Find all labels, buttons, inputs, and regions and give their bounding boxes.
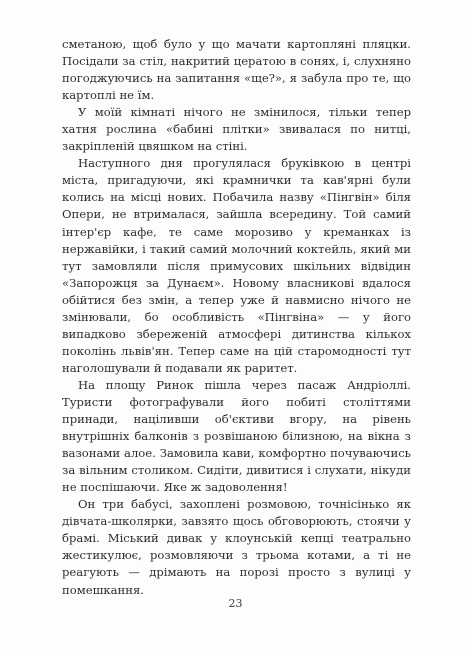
paragraph: Наступного дня прогулялася бруківкою в центрі міста, пригадуючи, які крамнички та кав'ярні були колись на місці нових. Побачила назву «Пінгвін» біля Опери, не втрималася, зайшла всередину. Той самий інтер'єр кафе, те саме морозиво у креманках із нержавійки, і такий самий молочний коктейль, який ми тут замовляли після примусових шкільних відвідин «Запорожця за Дунаєм». Новому власникові вдалося обійтися без змін, а тепер уже й навмисно нічого не змінювали, бо особливість «Пінгвіна» — у його випадково збереженій атмосфері дитинства кількох поколінь львів'ян. Тепер саме на цій старомодності тут наголошували й подавали як раритет. [62,156,411,375]
body-text [62,36,411,599]
paragraph: У моїй кімнаті нічого не змінилося, тільки тепер хатня рослина «бабині плітки» звивалася по нитці, закріпленій цвяшком на стіні. [62,105,411,154]
paragraph: На площу Ринок пішла через пасаж Андріоллі. Туристи фотографували його побиті століттями принади, націливши об'єктиви вгору, на рівень внутрішніх балконів з розвішаною білизною, на вікна з вазонами алое. Замовила кави, комфортно почуваючись за вільним столиком. Сидіти, дивитися і слухати, нікуди не поспішаючи. Яке ж задоволення! [62,377,411,495]
page-number: 23 [228,597,243,610]
paragraph: сметаною, щоб було у що мачати картопляні пляцки. Посідали за стіл, накритий цератою в сонях, і, слухняно погоджуючись на запитання «ще?», я забула про те, що картоплі не їм. [62,37,411,103]
paragraph: Он три бабусі, захоплені розмовою, точнісінько як дівчата-школярки, завзято щось обговорюють, стоячи у брамі. Міський дивак у клоунській кепці театрально жестикулює, розмовляючи з трьома котами, а ті не реагують — дрімають на порозі просто з вулиці у помешкання. [62,497,411,597]
